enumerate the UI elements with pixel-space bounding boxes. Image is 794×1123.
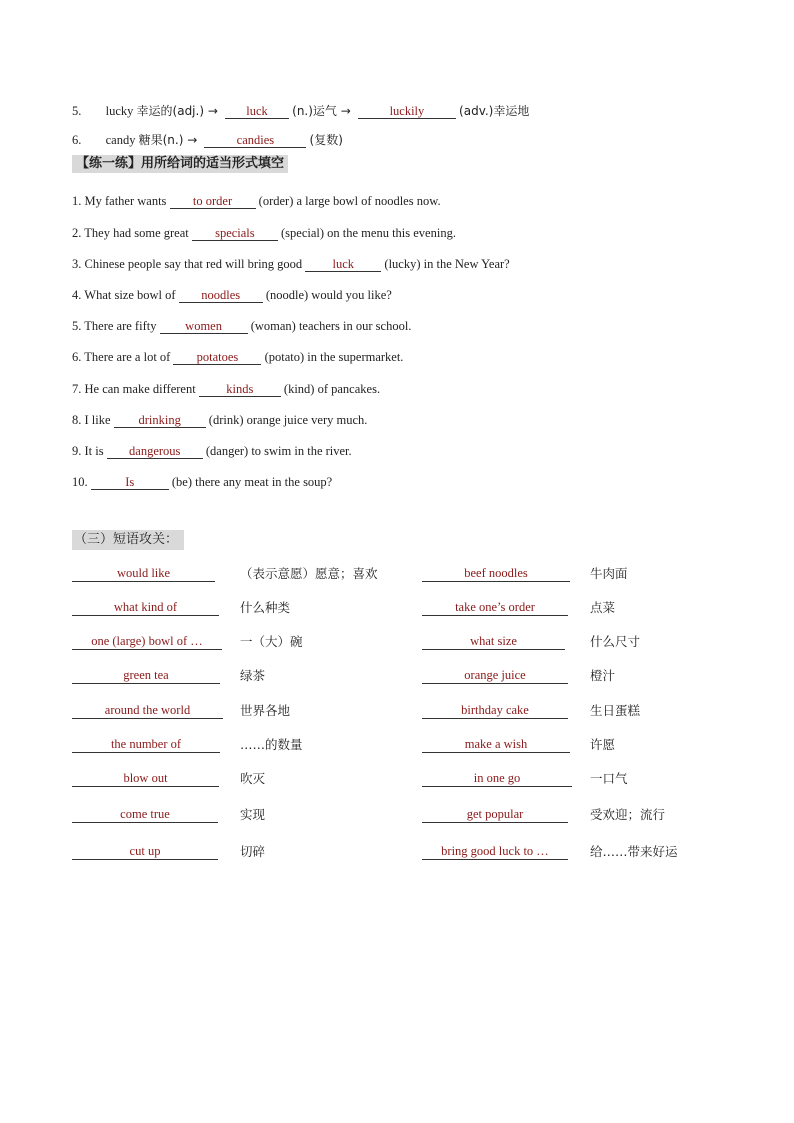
phrase-meaning: 给……带来好运: [590, 844, 678, 859]
phrase-answer: what size: [422, 634, 565, 650]
word: lucky: [105, 104, 134, 118]
phrase-answer: would like: [72, 566, 215, 582]
practice-item: [72, 287, 392, 303]
phrase-answer: around the world: [72, 703, 223, 719]
sentence-end: (kind) of pancakes.: [283, 382, 381, 396]
phrase-answer: come true: [72, 807, 218, 823]
phrase-row: [0, 844, 794, 862]
phrase-meaning: 吹灭: [240, 771, 266, 786]
phrase-meaning: 绿茶: [240, 668, 266, 683]
phrase-answer: orange juice: [422, 668, 568, 684]
phrase-row: [0, 600, 794, 618]
word-meaning: 糖果(n.) →: [138, 133, 198, 147]
sentence-end: (woman) teachers in our school.: [250, 319, 412, 333]
phrase-meaning: 一（大）碗: [240, 634, 303, 649]
practice-item: [72, 193, 441, 209]
sentence-start: 9. It is: [72, 444, 104, 458]
answer-blank: drinking: [114, 413, 206, 428]
phrase-meaning: （表示意愿）愿意；喜欢: [240, 566, 378, 581]
phrase-meaning: 一口气: [590, 771, 628, 786]
phrase-row: [0, 807, 794, 825]
word-meaning: (复数): [309, 133, 343, 147]
phrase-answer: beef noodles: [422, 566, 570, 582]
word-meaning: (adv.)幸运地: [459, 104, 530, 118]
answer-blank: to order: [170, 194, 256, 209]
phrase-meaning: 橙汁: [590, 668, 616, 683]
phrase-meaning: 切碎: [240, 844, 266, 859]
phrase-meaning: 受欢迎；流行: [590, 807, 666, 822]
answer-blank: luck: [305, 257, 381, 272]
practice-item: [72, 225, 456, 241]
practice-item: [72, 381, 380, 397]
phrase-answer: one (large) bowl of …: [72, 634, 222, 650]
sentence-end: (be) there any meat in the soup?: [171, 475, 333, 489]
answer-blank: luckily: [358, 104, 456, 119]
word: candy: [105, 133, 136, 147]
item-number: 5.: [72, 104, 82, 118]
answer-blank: specials: [192, 226, 278, 241]
phrase-row: [0, 668, 794, 686]
phrase-row: [0, 634, 794, 652]
phrase-meaning: 生日蛋糕: [590, 703, 641, 718]
answer-blank: Is: [91, 475, 169, 490]
sentence-start: 2. They had some great: [72, 226, 189, 240]
phrases-title: （三）短语攻关：: [72, 530, 184, 550]
sentence-end: (lucky) in the New Year?: [384, 257, 510, 271]
practice-item: [72, 256, 510, 272]
answer-blank: kinds: [199, 382, 281, 397]
answer-blank: women: [160, 319, 248, 334]
answer-blank: luck: [225, 104, 289, 119]
sentence-end: (noodle) would you like?: [265, 288, 392, 302]
phrase-answer: cut up: [72, 844, 218, 860]
sentence-start: 5. There are fifty: [72, 319, 157, 333]
sentence-start: 8. I like: [72, 413, 111, 427]
phrase-answer: the number of: [72, 737, 220, 753]
practice-item: [72, 412, 367, 428]
sentence-start: 7. He can make different: [72, 382, 196, 396]
phrase-meaning: 实现: [240, 807, 266, 822]
phrase-row: [0, 737, 794, 755]
answer-blank: dangerous: [107, 444, 203, 459]
phrase-answer: bring good luck to …: [422, 844, 568, 860]
word-form-6: [72, 132, 343, 148]
sentence-start: 6. There are a lot of: [72, 350, 171, 364]
sentence-end: (order) a large bowl of noodles now.: [258, 194, 441, 208]
phrase-meaning: 许愿: [590, 737, 616, 752]
sentence-start: 4. What size bowl of: [72, 288, 176, 302]
phrase-answer: green tea: [72, 668, 220, 684]
phrase-meaning: 牛肉面: [590, 566, 628, 581]
sentence-start: 10.: [72, 475, 88, 489]
phrase-answer: birthday cake: [422, 703, 568, 719]
sentence-start: 1. My father wants: [72, 194, 167, 208]
practice-item: [72, 349, 403, 365]
phrase-meaning: 世界各地: [240, 703, 291, 718]
sentence-end: (danger) to swim in the river.: [205, 444, 352, 458]
practice-item: [72, 474, 332, 490]
sentence-end: (drink) orange juice very much.: [208, 413, 368, 427]
phrase-row: [0, 771, 794, 789]
phrase-answer: get popular: [422, 807, 568, 823]
practice-item: [72, 318, 411, 334]
answer-blank: candies: [204, 133, 306, 148]
sentence-start: 3. Chinese people say that red will bring good: [72, 257, 303, 271]
word-form-5: [72, 103, 529, 119]
sentence-end: (potato) in the supermarket.: [264, 350, 404, 364]
word-meaning: (n.)运气 →: [292, 104, 351, 118]
phrase-meaning: ……的数量: [240, 737, 303, 752]
phrase-answer: in one go: [422, 771, 572, 787]
word-meaning: 幸运的(adj.) →: [136, 104, 218, 118]
phrase-answer: make a wish: [422, 737, 570, 753]
practice-title: 【练一练】用所给词的适当形式填空: [72, 155, 288, 173]
practice-item: [72, 443, 352, 459]
phrase-meaning: 点菜: [590, 600, 616, 615]
phrase-answer: blow out: [72, 771, 219, 787]
phrase-row: [0, 566, 794, 584]
phrase-answer: take one’s order: [422, 600, 568, 616]
item-number: 6.: [72, 133, 82, 147]
answer-blank: noodles: [179, 288, 263, 303]
phrase-meaning: 什么尺寸: [590, 634, 641, 649]
answer-blank: potatoes: [173, 350, 261, 365]
phrase-answer: what kind of: [72, 600, 219, 616]
sentence-end: (special) on the menu this evening.: [281, 226, 456, 240]
phrase-row: [0, 703, 794, 721]
phrase-meaning: 什么种类: [240, 600, 291, 615]
